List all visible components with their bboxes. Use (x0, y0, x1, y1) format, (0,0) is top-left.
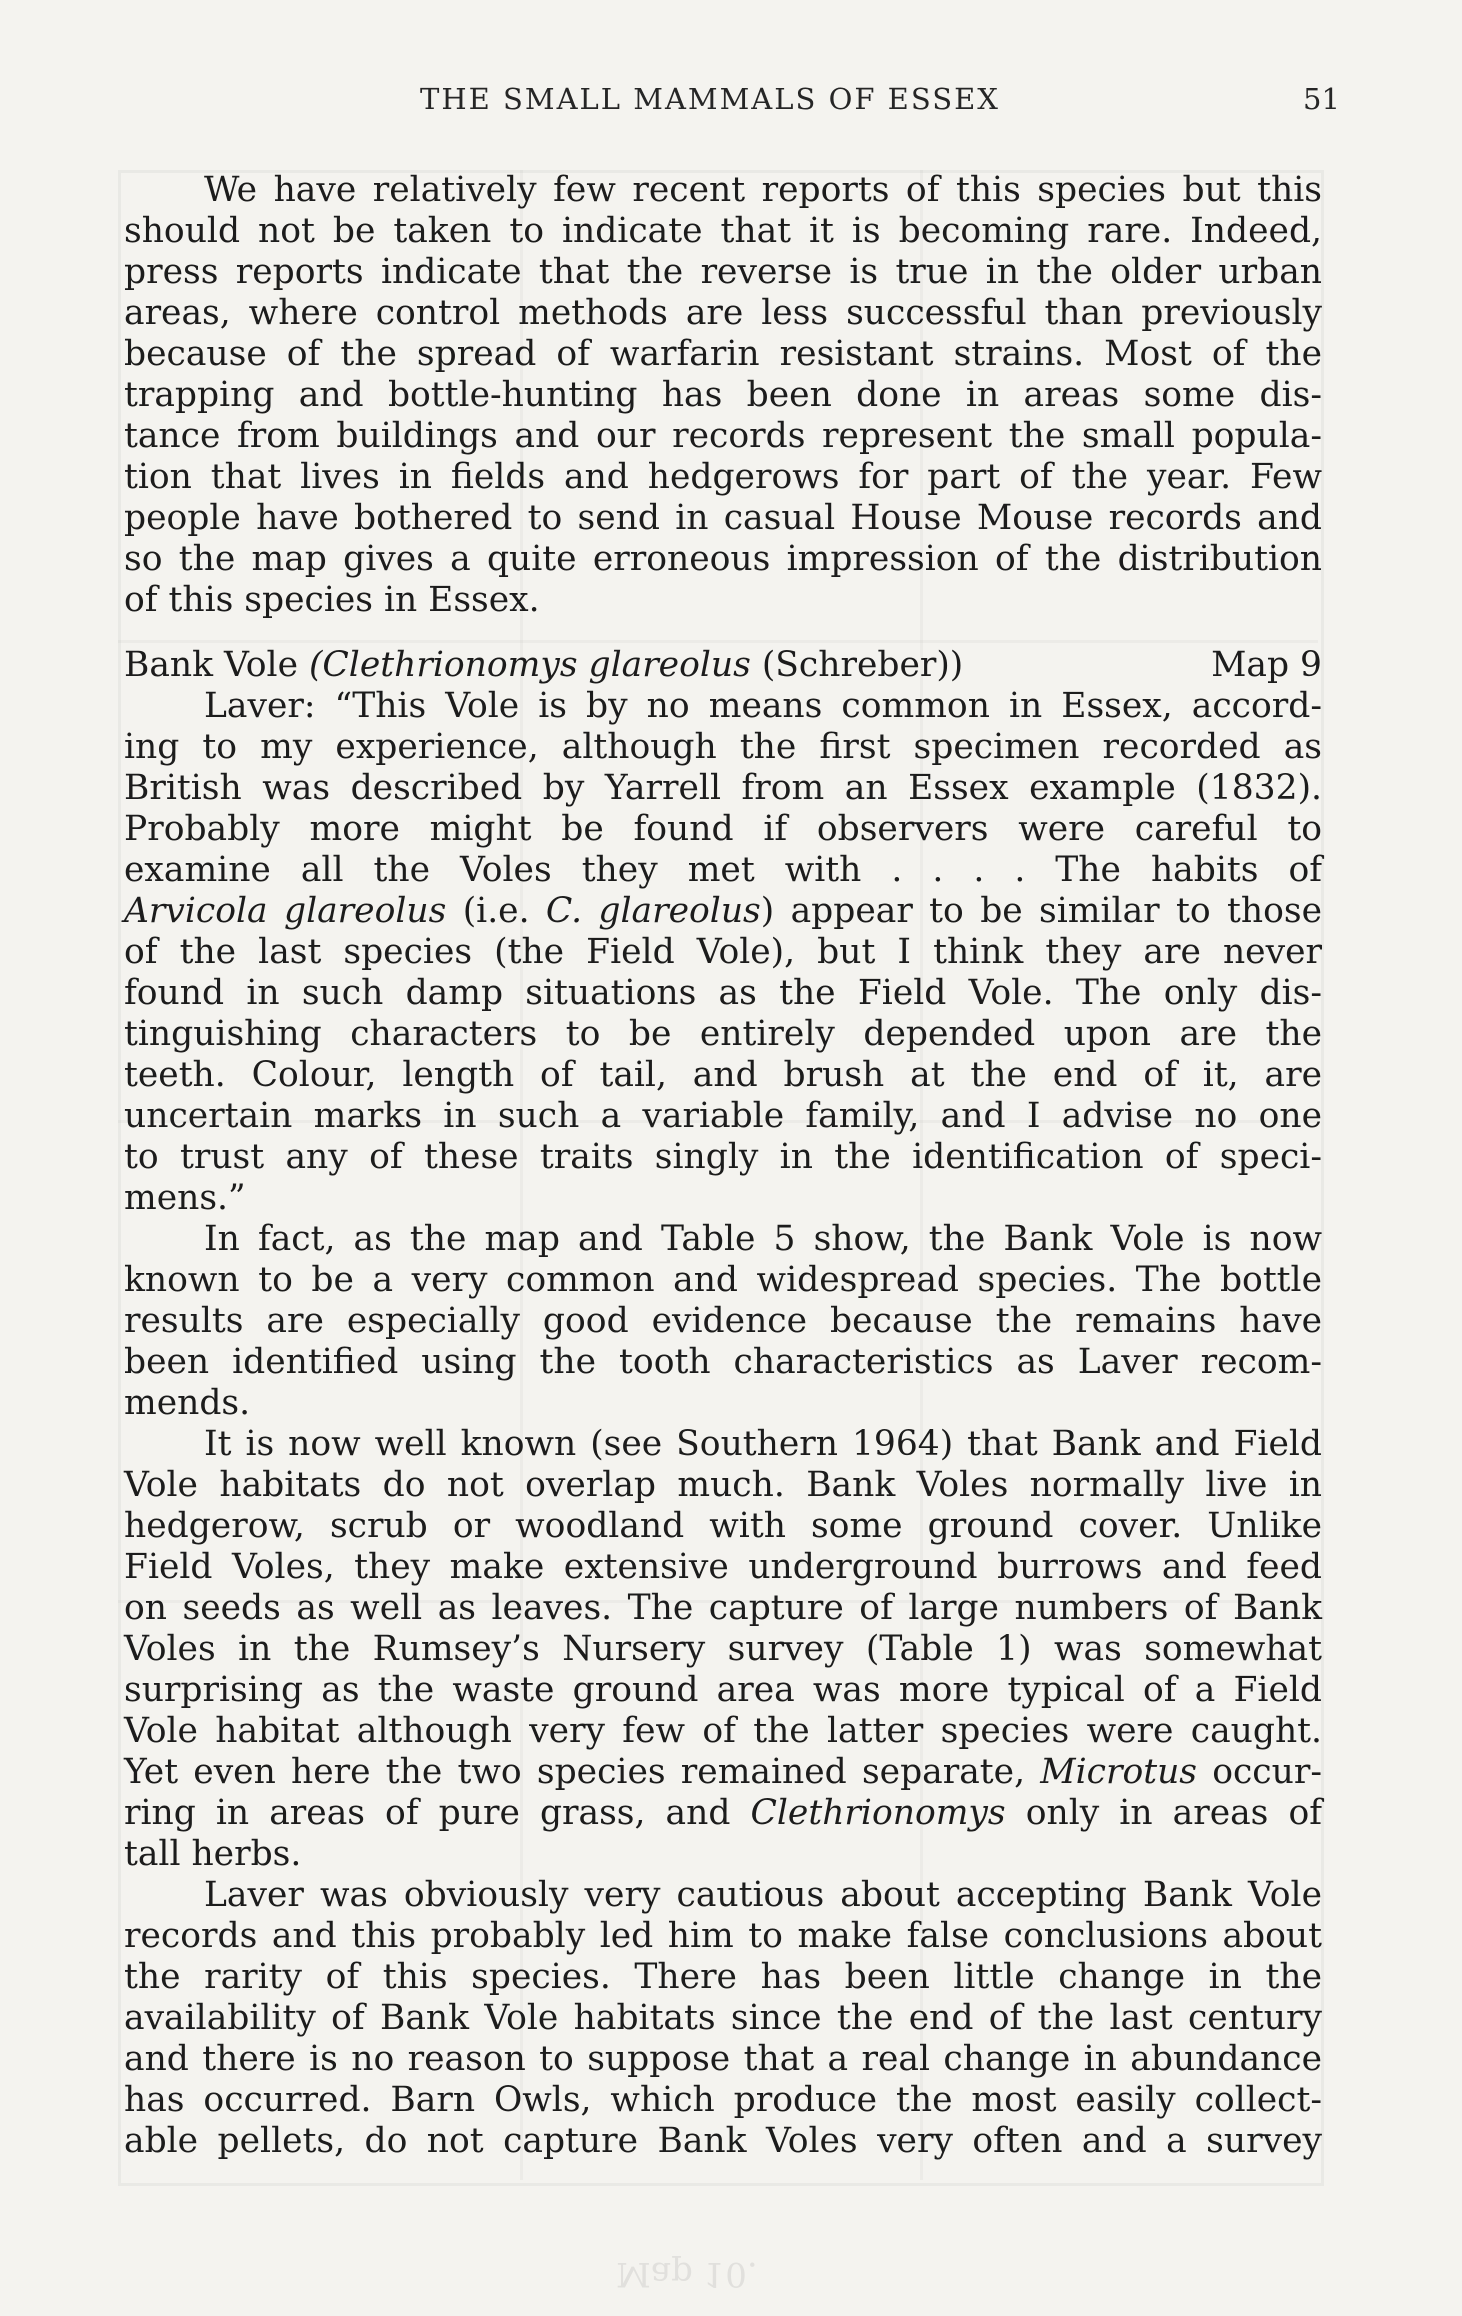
text-line: examine all the Voles they met with . . . . The habits of (124, 850, 1322, 890)
text-line: Field Voles, they make extensive underground burrows and feed (124, 1547, 1322, 1587)
paragraph-laver-cautious (124, 1875, 1322, 2162)
paragraph-in-fact (124, 1219, 1322, 1424)
text-line: Laver: “This Vole is by no means common in Essex, accord- (204, 686, 1322, 726)
paragraph-house-mouse (124, 170, 1322, 621)
running-head: THE SMALL MAMMALS OF ESSEX (420, 82, 1000, 116)
page-header (0, 82, 1462, 122)
species-heading (124, 645, 1322, 686)
text-line: tance from buildings and our records represent the small popula- (124, 416, 1322, 456)
text-line: should not be taken to indicate that it is becoming rare. Indeed, (124, 211, 1322, 251)
text-line: found in such damp situations as the Field Vole. The only dis- (124, 973, 1322, 1013)
text-line: trapping and bottle-hunting has been done in areas some dis- (124, 375, 1322, 415)
text-line: Laver was obviously very cautious about accepting Bank Vole (204, 1875, 1322, 1915)
species-latin-name: (Clethrionomys glareolus (308, 645, 751, 685)
text-line: able pellets, do not capture Bank Voles very often and a survey (124, 2121, 1322, 2161)
text-line: on seeds as well as leaves. The capture of large numbers of Bank (124, 1588, 1322, 1628)
text-line: people have bothered to send in casual House Mouse records and (124, 498, 1322, 538)
species-common-name: Bank Vole (124, 645, 298, 685)
text-line: It is now well known (see Southern 1964) that Bank and Field (204, 1424, 1322, 1464)
text-line: Yet even here the two species remained separate, Microtus occur- (124, 1752, 1322, 1792)
text-line: In fact, as the map and Table 5 show, the Bank Vole is now (204, 1219, 1322, 1259)
text-line: surprising as the waste ground area was more typical of a Field (124, 1670, 1322, 1710)
text-line: ring in areas of pure grass, and Clethrionomys only in areas of (124, 1793, 1322, 1833)
text-line: of this species in Essex. (124, 580, 540, 620)
text-line: tall herbs. (124, 1834, 302, 1874)
text-line: the rarity of this species. There has been little change in the (124, 1957, 1322, 1997)
text-line: tion that lives in fields and hedgerows for part of the year. Few (124, 457, 1322, 497)
text-line: areas, where control methods are less successful than previously (124, 293, 1322, 333)
text-line: mens.” (124, 1178, 246, 1218)
text-line: tinguishing characters to be entirely depended upon are the (124, 1014, 1322, 1054)
paragraph-laver-quote (124, 686, 1322, 1219)
species-authority: (Schreber)) (761, 645, 964, 685)
text-line: results are especially good evidence because the remains have (124, 1301, 1322, 1341)
text-line: Vole habitat although very few of the latter species were caught. (124, 1711, 1322, 1751)
show-through-caption: Map 10. (616, 2254, 758, 2294)
text-line: uncertain marks in such a variable family, and I advise no one (124, 1096, 1322, 1136)
map-reference: Map 9 (1211, 645, 1322, 685)
text-line: hedgerow, scrub or woodland with some ground cover. Unlike (124, 1506, 1322, 1546)
text-line: availability of Bank Vole habitats since the end of the last century (124, 1998, 1322, 2038)
text-line: been identified using the tooth characteristics as Laver recom- (124, 1342, 1322, 1382)
text-line: We have relatively few recent reports of this species but this (204, 170, 1322, 210)
text-line: so the map gives a quite erroneous impression of the distribution (124, 539, 1322, 579)
text-line: has occurred. Barn Owls, which produce the most easily collect- (124, 2080, 1322, 2120)
text-line: ing to my experience, although the first specimen recorded as (124, 727, 1322, 767)
body-text (124, 170, 1322, 2162)
text-line: teeth. Colour, length of tail, and brush at the end of it, are (124, 1055, 1322, 1095)
text-line: Probably more might be found if observers were careful to (124, 809, 1322, 849)
text-line: mends. (124, 1383, 251, 1423)
text-line: of the last species (the Field Vole), but I think they are never (124, 932, 1322, 972)
text-line: because of the spread of warfarin resistant strains. Most of the (124, 334, 1322, 374)
text-line: Voles in the Rumsey’s Nursery survey (Table 1) was somewhat (124, 1629, 1322, 1669)
text-line: press reports indicate that the reverse is true in the older urban (124, 252, 1322, 292)
text-line: and there is no reason to suppose that a real change in abundance (124, 2039, 1322, 2079)
page-number: 51 (1303, 82, 1340, 116)
text-line: Arvicola glareolus (i.e. C. glareolus) appear to be similar to those (124, 891, 1322, 931)
text-line: records and this probably led him to make false conclusions about (124, 1916, 1322, 1956)
text-line: British was described by Yarrell from an Essex example (1832). (124, 768, 1322, 808)
text-line: to trust any of these traits singly in the identification of speci- (124, 1137, 1322, 1177)
text-line: known to be a very common and widespread species. The bottle (124, 1260, 1322, 1300)
paragraph-habitats (124, 1424, 1322, 1875)
text-line: Vole habitats do not overlap much. Bank Voles normally live in (124, 1465, 1322, 1505)
